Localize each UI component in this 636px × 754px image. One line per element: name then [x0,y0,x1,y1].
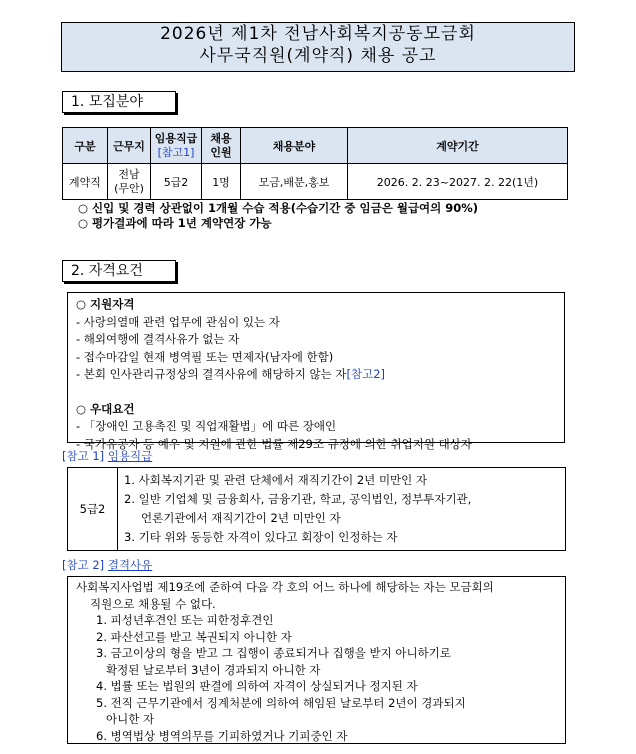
reference-1-heading: [참고 1] 임용직급 [62,449,153,463]
note-extension: ○ 평가결과에 따라 1년 계약연장 가능 [78,216,272,230]
table-header-row [63,128,568,164]
disqualification-item-cont: 확정된 날로부터 3년이 경과되지 아니한 자 [106,662,321,677]
disqualification-intro-cont: 직원으로 채용될 수 없다. [90,596,216,611]
header-field: 채용분야 [241,128,348,164]
header-category: 구분 [63,128,108,164]
header-headcount: 채용 인원 [202,128,241,164]
preference-item: - 「장애인 고용촉진 및 직업재활법」에 따른 장애인 [76,419,337,433]
header-workplace: 근무지 [108,128,151,164]
eligibility-item: - 접수마감일 현재 병역필 또는 면제자(남자에 한함) [76,349,334,364]
eligibility-item: - 본회 인사관리규정상의 결격사유에 해당하지 않는 자[참고2] [76,367,385,381]
grade-table [67,467,566,551]
preference-item: - 국가유공자 등 예우 및 지원에 관한 법률 제29조 규정에 의한 취업지원 대상자 [76,436,472,451]
note-probation: ○ 신입 및 경력 상관없이 1개월 수습 적용(수습기간 중 임금은 월급여의 90%) [78,201,479,215]
disqualification-intro: 사회복지사업법 제19조에 준하여 다음 각 호의 어느 하나에 해당하는 자는 모금회의 [76,580,494,594]
grade-cell: 5급2 [68,468,118,551]
header-grade-label: 임용직급 [154,131,198,145]
disqualification-item: 2. 파산선고를 받고 복권되지 아니한 자 [96,629,292,644]
disqualification-item: 6. 병역법상 병역의무를 기피하였거나 기피중인 자 [96,728,348,743]
header-grade [151,128,202,164]
disqualification-box [67,576,566,744]
cell-workplace: 전남 (무안) [108,164,151,200]
eligibility-heading: ○ 지원자격 [76,297,135,311]
disqualification-item: 1. 피성년후견인 또는 피한정후견인 [96,613,274,627]
section-heading-recruitment: 1. 모집분야 [62,91,176,113]
grade-description: 1. 사회복지기관 및 관련 단체에서 재직기간이 2년 미만인 자 2. 일반 기업체 및 금융회사, 금융기관, 학교, 공익법인, 정부투자기관, 언론기관에서 재직기간이 2년 미만인 자 3. 기타 위와 동등한 자격이 있다고 회장이 인정하는 자 [118,468,566,551]
section-heading-qualifications: 2. 자격요건 [62,260,176,282]
title-line-1: 2026년 제1차 전남사회복지공동모금회 [160,24,476,44]
disqualification-item: 5. 전직 근무기관에서 징계처분에 의하여 해임된 날로부터 2년이 경과되지 [96,695,466,710]
header-contract-period: 계약기간 [348,128,568,164]
disqualification-item: 4. 법률 또는 법원의 판결에 의하여 자격이 상실되거나 정지된 자 [96,679,418,693]
announcement-title-box [61,22,575,72]
eligibility-item: - 사랑의열매 관련 업무에 관심이 있는 자 [76,314,280,329]
cell-grade: 5급2 [151,164,202,200]
cell-headcount: 1명 [202,164,241,200]
cell-contract-period: 2026. 2. 23~2027. 2. 22(1년) [348,164,568,200]
eligibility-item: - 해외여행에 결격사유가 없는 자 [76,332,240,346]
disqualification-item: 3. 금고이상의 형을 받고 그 집행이 종료되거나 집행을 받지 아니하기로 [96,646,451,660]
title-line-2: 사무국직원(계약직) 채용 공고 [199,46,437,66]
recruitment-table [62,127,568,200]
reference-2-heading: [참고 2] 결격사유 [62,558,153,572]
eligibility-ref-link: [참고2] [346,367,385,381]
table-row [63,164,568,200]
preference-heading: ○ 우대요건 [76,401,135,416]
disqualification-item-cont: 아니한 자 [106,712,155,726]
qualifications-box [67,292,565,451]
header-grade-ref: [참고1] [157,145,195,159]
recruitment-notes [78,201,578,231]
cell-field: 모금,배분,홍보 [241,164,348,200]
cell-category: 계약직 [63,164,108,200]
